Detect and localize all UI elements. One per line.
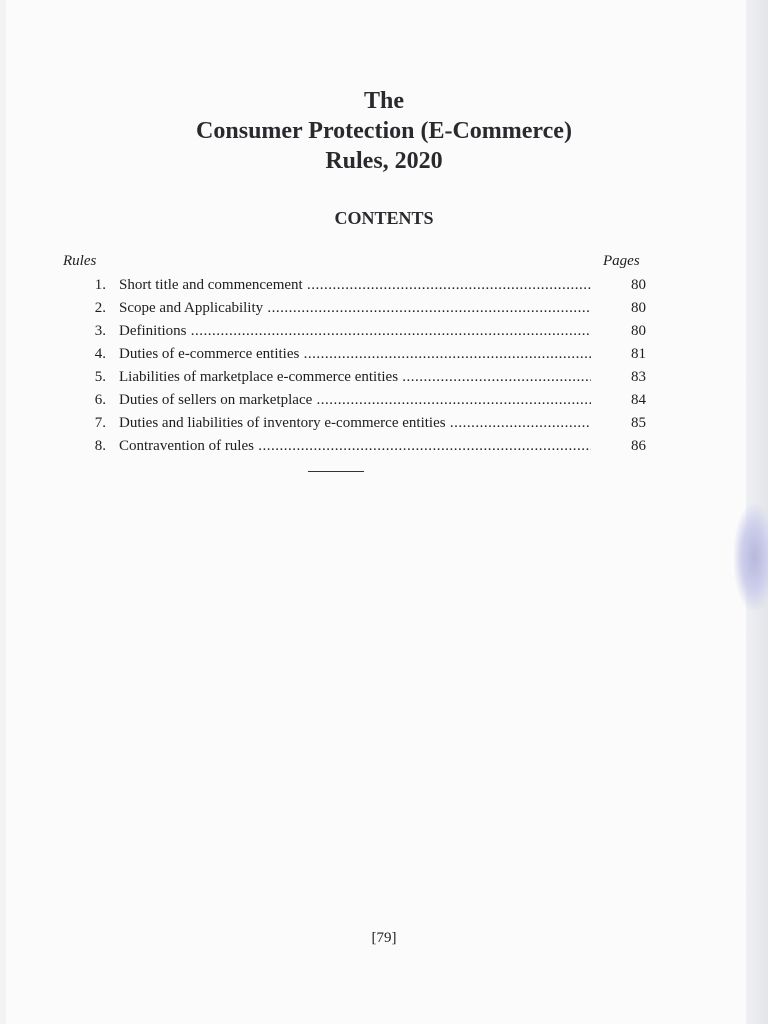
entry-page: 81 xyxy=(631,346,646,362)
rules-column-header: Rules xyxy=(63,253,97,269)
entry-number: 4. xyxy=(94,346,106,362)
entry-title: Duties and liabilities of inventory e-commerce entities ..... xyxy=(119,415,591,432)
toc-entry xyxy=(60,392,646,414)
entry-title: Contravention of rules ..... xyxy=(119,438,591,455)
title-line-2: Consumer Protection (E-Commerce) xyxy=(196,118,572,144)
toc-entry xyxy=(60,300,646,322)
entry-page: 80 xyxy=(631,277,646,293)
entry-title: Duties of e-commerce entities ..... xyxy=(119,346,591,363)
toc-entry xyxy=(60,277,646,299)
entry-page: 80 xyxy=(631,323,646,339)
entry-number: 2. xyxy=(94,300,106,316)
toc-entry xyxy=(60,323,646,345)
page-number: [79] xyxy=(371,930,397,946)
entry-title: Short title and commencement ..... xyxy=(119,277,591,294)
entry-title: Duties of sellers on marketplace ..... xyxy=(119,392,591,409)
entry-number: 8. xyxy=(94,438,106,454)
entry-number: 3. xyxy=(94,323,106,339)
entry-number: 6. xyxy=(94,392,106,408)
toc-entry xyxy=(60,346,646,368)
pages-column-header: Pages xyxy=(603,253,640,269)
entry-number: 5. xyxy=(94,369,106,385)
entry-page: 85 xyxy=(631,415,646,431)
title-line-1: The xyxy=(363,88,404,114)
entry-page: 86 xyxy=(631,438,646,454)
entry-title: Definitions ..... xyxy=(119,323,591,340)
toc-entry xyxy=(60,438,646,460)
entry-title: Liabilities of marketplace e-commerce entities ..... xyxy=(119,369,591,386)
adjacent-page-stain xyxy=(734,505,768,610)
entry-page: 84 xyxy=(631,392,646,408)
entry-page: 80 xyxy=(631,300,646,316)
divider xyxy=(308,471,364,472)
title-line-3: Rules, 2020 xyxy=(325,148,443,174)
toc-entry xyxy=(60,415,646,437)
toc-entry xyxy=(60,369,646,391)
entry-number: 1. xyxy=(94,277,106,293)
entry-title: Scope and Applicability ..... xyxy=(119,300,591,317)
entry-number: 7. xyxy=(94,415,106,431)
contents-heading: CONTENTS xyxy=(334,208,434,228)
entry-page: 83 xyxy=(631,369,646,385)
